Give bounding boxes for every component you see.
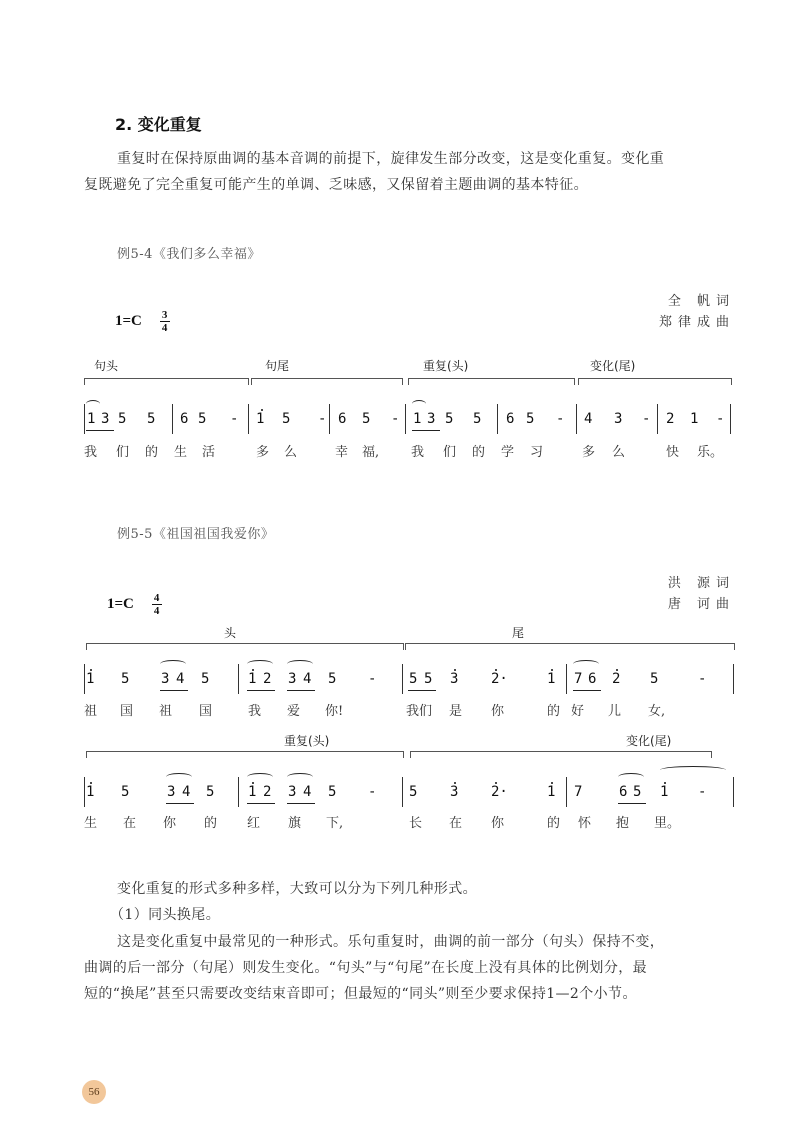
octave-dot: [252, 669, 254, 671]
note: 2·: [491, 671, 508, 687]
slur: [573, 660, 599, 668]
note: -: [368, 784, 377, 800]
lyric: 你: [491, 704, 505, 719]
note: 5: [328, 784, 337, 800]
octave-dot: [616, 669, 618, 671]
slur: [618, 773, 644, 781]
note: 1: [87, 411, 96, 427]
note: 2: [666, 411, 675, 427]
lyric: 学: [501, 445, 515, 460]
note: -: [642, 411, 651, 427]
bar-line: [405, 404, 406, 434]
note: 1: [547, 671, 556, 687]
body-subheading: （1）同头换尾。: [110, 907, 221, 923]
bracket-head: [86, 643, 404, 650]
key-label: 1=C: [107, 595, 134, 612]
lyric: 生: [84, 816, 98, 831]
note: 5: [409, 784, 418, 800]
label-varied-tail: 变化(尾): [626, 734, 672, 748]
lyric: 我: [411, 445, 425, 460]
lyric: 祖: [84, 704, 98, 719]
time-bottom: 4: [161, 322, 168, 334]
example1-lyricist: 全 帆词: [667, 294, 735, 309]
lyric: 红: [247, 816, 261, 831]
note: 3: [450, 784, 459, 800]
note: 3: [450, 671, 459, 687]
note: 2: [612, 671, 621, 687]
note: -: [698, 671, 707, 687]
octave-dot: [252, 782, 254, 784]
lyric: 的: [204, 816, 218, 831]
note: 3: [288, 784, 297, 800]
slur: [247, 773, 273, 781]
label-head: 头: [224, 626, 237, 640]
example2-lyricist: 洪 源词: [667, 576, 735, 591]
time-top: 3: [161, 309, 168, 321]
slur: [287, 660, 313, 668]
note: 6: [506, 411, 515, 427]
note: 2: [263, 671, 272, 687]
bar-line: [576, 404, 577, 434]
beam-underline: [287, 803, 315, 804]
bar-line: [248, 404, 249, 434]
note: 6: [180, 411, 189, 427]
lyric: 么: [284, 445, 298, 460]
label-phrase-head: 句头: [94, 359, 119, 373]
lyric: 在: [123, 816, 137, 831]
note: 4: [303, 784, 312, 800]
slur: [412, 400, 426, 408]
beam-underline: [287, 690, 315, 691]
intro-line-1: 重复时在保持原曲调的基本音调的前提下，旋律发生部分改变，这是变化重复。变化重: [117, 151, 665, 167]
bracket-varied-tail: [410, 751, 712, 758]
intro-line-2: 复既避免了完全重复可能产生的单调、乏味感，又保留着主题曲调的基本特征。: [84, 177, 588, 193]
lyric: 快: [666, 445, 680, 460]
note: 5: [206, 784, 215, 800]
note: 7: [574, 671, 583, 687]
key-label: 1=C: [115, 312, 142, 329]
bar-line: [566, 664, 567, 694]
note: 3: [167, 784, 176, 800]
note: 3: [101, 411, 110, 427]
time-bottom: 4: [153, 605, 160, 617]
body-line-1: 这是变化重复中最常见的一种形式。乐句重复时，曲调的前一部分（句头）保持不变，: [117, 934, 665, 950]
octave-dot: [664, 782, 666, 784]
note: -: [716, 411, 725, 427]
note: 2·: [491, 784, 508, 800]
bracket-head: [84, 378, 249, 385]
octave-dot: [495, 669, 497, 671]
lyric: 下,: [326, 816, 344, 831]
note: 1: [413, 411, 422, 427]
note: 5: [147, 411, 156, 427]
time-top: 4: [153, 592, 160, 604]
octave-dot: [551, 782, 553, 784]
note: 1: [86, 671, 95, 687]
lyric: 怀: [578, 816, 592, 831]
note: 3: [614, 411, 623, 427]
lyric: 是: [449, 704, 463, 719]
note: 5: [409, 671, 418, 687]
note: -: [368, 671, 377, 687]
note: 5: [473, 411, 482, 427]
bar-line: [84, 404, 85, 434]
slur: [247, 660, 273, 668]
time-signature: [152, 592, 162, 617]
note: 3: [161, 671, 170, 687]
note: 5: [201, 671, 210, 687]
note: -: [698, 784, 707, 800]
note: 3: [288, 671, 297, 687]
octave-dot: [90, 669, 92, 671]
beam-underline: [573, 690, 601, 691]
note: 7: [574, 784, 583, 800]
lyric: 幸: [335, 445, 349, 460]
body-line-2: 曲调的后一部分（句尾）则发生变化。“句头”与“句尾”在长度上没有具体的比例划分，最: [84, 960, 648, 976]
lyric: 你!: [325, 704, 344, 719]
beam-underline: [412, 430, 440, 431]
bar-line: [329, 404, 330, 434]
lyric: 们: [116, 445, 130, 460]
octave-dot: [495, 782, 497, 784]
note: 5: [424, 671, 433, 687]
bar-line: [733, 664, 734, 694]
bar-line: [733, 777, 734, 807]
bracket-varied-tail: [578, 378, 732, 385]
note: 4: [182, 784, 191, 800]
note: -: [318, 411, 327, 427]
note: 1: [547, 784, 556, 800]
example2-caption: 例5-5《祖国祖国我爱你》: [117, 527, 275, 542]
lyric: 旗: [288, 816, 302, 831]
lyric: 里。: [654, 816, 681, 831]
lyric: 生: [174, 445, 188, 460]
bar-line: [402, 777, 403, 807]
lyric: 儿: [608, 704, 622, 719]
label-varied-tail: 变化(尾): [590, 359, 636, 373]
note: 5: [198, 411, 207, 427]
beam-underline: [247, 803, 275, 804]
note: 1: [660, 784, 669, 800]
beam-underline: [408, 690, 436, 691]
note: -: [556, 411, 565, 427]
slur: [86, 400, 100, 408]
lyric: 国: [120, 704, 134, 719]
bar-line: [730, 404, 731, 434]
note: 4: [303, 671, 312, 687]
note: 6: [588, 671, 597, 687]
body-paragraph-1: 变化重复的形式多种多样，大致可以分为下列几种形式。: [117, 881, 477, 897]
time-signature: [160, 309, 170, 334]
slur: [287, 773, 313, 781]
beam-underline: [160, 690, 188, 691]
bar-line: [238, 664, 239, 694]
example2-key-signature: [107, 592, 162, 617]
lyric: 福,: [362, 445, 380, 460]
lyric: 多: [256, 445, 270, 460]
note: 5: [445, 411, 454, 427]
note: 1: [248, 784, 257, 800]
bar-line: [402, 664, 403, 694]
note: 6: [619, 784, 628, 800]
beam-underline: [618, 803, 646, 804]
lyric: 你: [491, 816, 505, 831]
bracket-tail: [405, 643, 735, 650]
lyric: 国: [199, 704, 213, 719]
lyric: 好: [571, 704, 585, 719]
lyric: 习: [530, 445, 544, 460]
octave-dot: [454, 669, 456, 671]
example1-key-signature: [115, 309, 170, 334]
lyric: 多: [582, 445, 596, 460]
section-title: 2. 变化重复: [115, 115, 202, 134]
note: 6: [338, 411, 347, 427]
beam-underline: [86, 430, 114, 431]
octave-dot: [261, 409, 263, 411]
bar-line: [657, 404, 658, 434]
note: 5: [526, 411, 535, 427]
lyric: 在: [449, 816, 463, 831]
lyric: 的: [145, 445, 159, 460]
label-phrase-tail: 句尾: [265, 359, 290, 373]
example1-caption: 例5-4《我们多么幸福》: [117, 247, 261, 262]
note: 5: [633, 784, 642, 800]
label-repeat-head: 重复(头): [423, 359, 469, 373]
slur: [166, 773, 192, 781]
bar-line: [566, 777, 567, 807]
beam-underline: [166, 803, 194, 804]
label-repeat-head: 重复(头): [284, 734, 330, 748]
slur: [160, 660, 186, 668]
lyric: 祖: [159, 704, 173, 719]
beam-underline: [247, 690, 275, 691]
bracket-tail: [251, 378, 403, 385]
example2-composer: 唐 诃曲: [667, 597, 735, 612]
note: 4: [176, 671, 185, 687]
note: -: [391, 411, 400, 427]
note: 5: [121, 671, 130, 687]
lyric: 们: [443, 445, 457, 460]
bar-line: [497, 404, 498, 434]
page-number: 56: [82, 1080, 106, 1104]
note: 5: [121, 784, 130, 800]
lyric: 我们: [406, 704, 433, 719]
octave-dot: [551, 669, 553, 671]
bracket-repeat-head: [86, 751, 404, 758]
lyric: 女,: [648, 704, 666, 719]
bar-line: [172, 404, 173, 434]
note: 2: [263, 784, 272, 800]
note: 1: [248, 671, 257, 687]
lyric: 我: [248, 704, 262, 719]
note: 1: [690, 411, 699, 427]
note: 5: [328, 671, 337, 687]
octave-dot: [454, 782, 456, 784]
octave-dot: [90, 782, 92, 784]
note: -: [230, 411, 239, 427]
lyric: 爱: [287, 704, 301, 719]
bar-line: [238, 777, 239, 807]
bar-line: [84, 664, 85, 694]
lyric: 的: [472, 445, 486, 460]
lyric: 我: [84, 445, 98, 460]
label-tail: 尾: [512, 626, 525, 640]
note: 5: [650, 671, 659, 687]
note: 5: [362, 411, 371, 427]
note: 1: [256, 411, 265, 427]
note: 5: [118, 411, 127, 427]
note: 3: [427, 411, 436, 427]
lyric: 的: [547, 704, 561, 719]
lyric: 么: [612, 445, 626, 460]
lyric: 乐。: [697, 445, 724, 460]
note: 5: [282, 411, 291, 427]
bracket-repeat-head: [408, 378, 575, 385]
lyric: 的: [547, 816, 561, 831]
body-line-3: 短的“换尾”甚至只需要改变结束音即可；但最短的“同头”则至少要求保持1—2个小节。: [84, 986, 637, 1002]
bar-line: [84, 777, 85, 807]
lyric: 长: [409, 816, 423, 831]
note: 4: [584, 411, 593, 427]
example1-composer: 郑律成曲: [658, 315, 735, 330]
slur: [660, 766, 726, 774]
lyric: 活: [202, 445, 216, 460]
lyric: 你: [163, 816, 177, 831]
note: 1: [86, 784, 95, 800]
lyric: 抱: [616, 816, 630, 831]
